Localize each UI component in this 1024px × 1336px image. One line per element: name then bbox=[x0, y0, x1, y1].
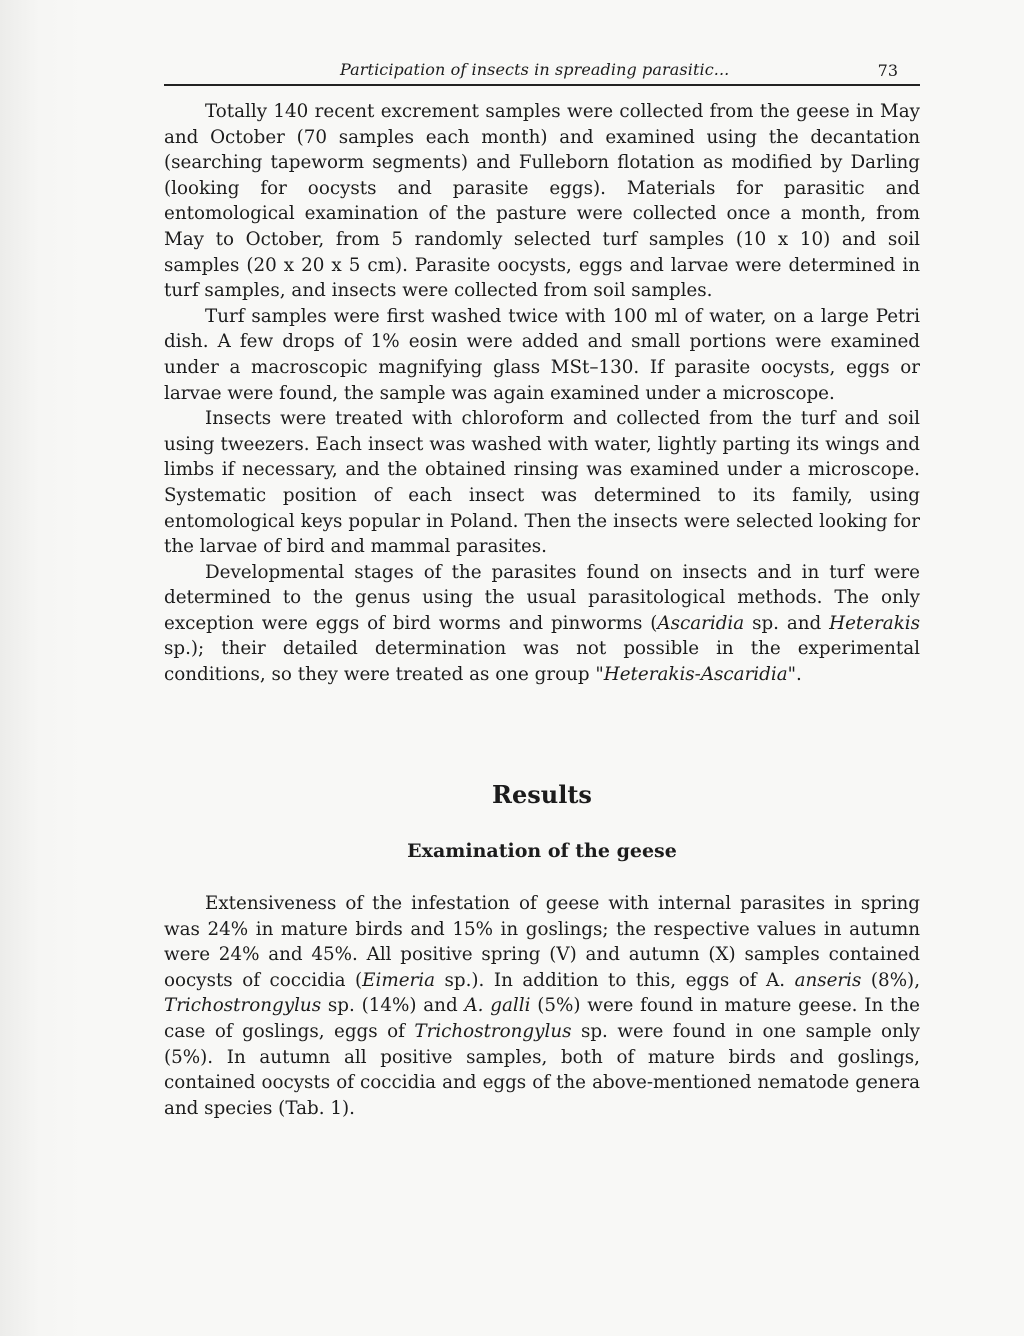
results-text bbox=[164, 891, 920, 1121]
running-header bbox=[164, 58, 920, 86]
methods-text bbox=[164, 99, 920, 688]
paragraph: Extensiveness of the infestation of geese with internal parasites in spring was 24% in mature birds and 15% in goslings; the respective values in autumn were 24% and 45%. All positive spring (V) and autumn (X) samples contained oocysts of coccidia (Eimeria sp.). In addition to this, eggs of A. anseris (8%), Trichostrongylus sp. (14%) and A. galli (5%) were found in mature geese. In the case of goslings, eggs of Trichostrongylus sp. were found in one sample only (5%). In autumn all positive samples, both of mature birds and goslings, contained oocysts of coccidia and eggs of the above-mentioned nematode genera and species (Tab. 1). bbox=[164, 893, 921, 1119]
genus-name: Ascaridia bbox=[657, 612, 745, 634]
species-name: A. galli bbox=[464, 995, 531, 1017]
group-name: Heterakis-Ascaridia bbox=[603, 664, 788, 686]
section-heading: Results bbox=[492, 780, 592, 809]
page-number: 73 bbox=[877, 61, 898, 80]
paragraph: Developmental stages of the parasites found on insects and in turf were determined to the genus using the usual parasitological methods. The only exception were eggs of bird worms and pinworms (Ascaridia sp. and Heterakis sp.); their detailed determination was not possible in the experimental conditions, so they were treated as one group "Heterakis-Ascaridia". bbox=[164, 561, 920, 686]
genus-name: Eimeria bbox=[362, 969, 436, 991]
paragraph: Insects were treated with chloroform and collected from the turf and soil using tweezers. Each insect was washed with water, lightly parting its wings and limbs if necessary, and the obtained rinsing was examined under a microscope. Systematic position of each insect was determined to its family, using entomological keys popular in Poland. Then the insects were selected looking for the larvae of bird and mammal parasites. bbox=[164, 408, 920, 558]
species-name: anseris bbox=[794, 969, 862, 991]
running-title: Participation of insects in spreading parasitic... bbox=[340, 60, 730, 79]
paragraph: Totally 140 recent excrement samples were collected from the geese in May and October (70 samples each month) and examined using the decantation (searching tapeworm segments) and Fulleborn flotation as modified by Darling (looking for oocysts and parasite eggs). Materials for parasitic and entomological examination of the pasture were collected once a month, from May to October, from 5 randomly selected turf samples (10 x 10) and soil samples (20 x 20 x 5 cm). Parasite oocysts, eggs and larvae were determined in turf samples, and insects were collected from soil samples. bbox=[164, 101, 920, 302]
genus-name: Trichostrongylus bbox=[414, 1020, 572, 1042]
genus-name: Heterakis bbox=[829, 612, 920, 634]
subsection-heading: Examination of the geese bbox=[407, 840, 677, 862]
paragraph: Turf samples were first washed twice with 100 ml of water, on a large Petri dish. A few drops of 1% eosin were added and small portions were examined under a macroscopic magnifying glass MSt–130. If parasite oocysts, eggs or larvae were found, the sample was again examined under a microscope. bbox=[164, 305, 920, 404]
genus-name: Trichostrongylus bbox=[164, 995, 322, 1017]
